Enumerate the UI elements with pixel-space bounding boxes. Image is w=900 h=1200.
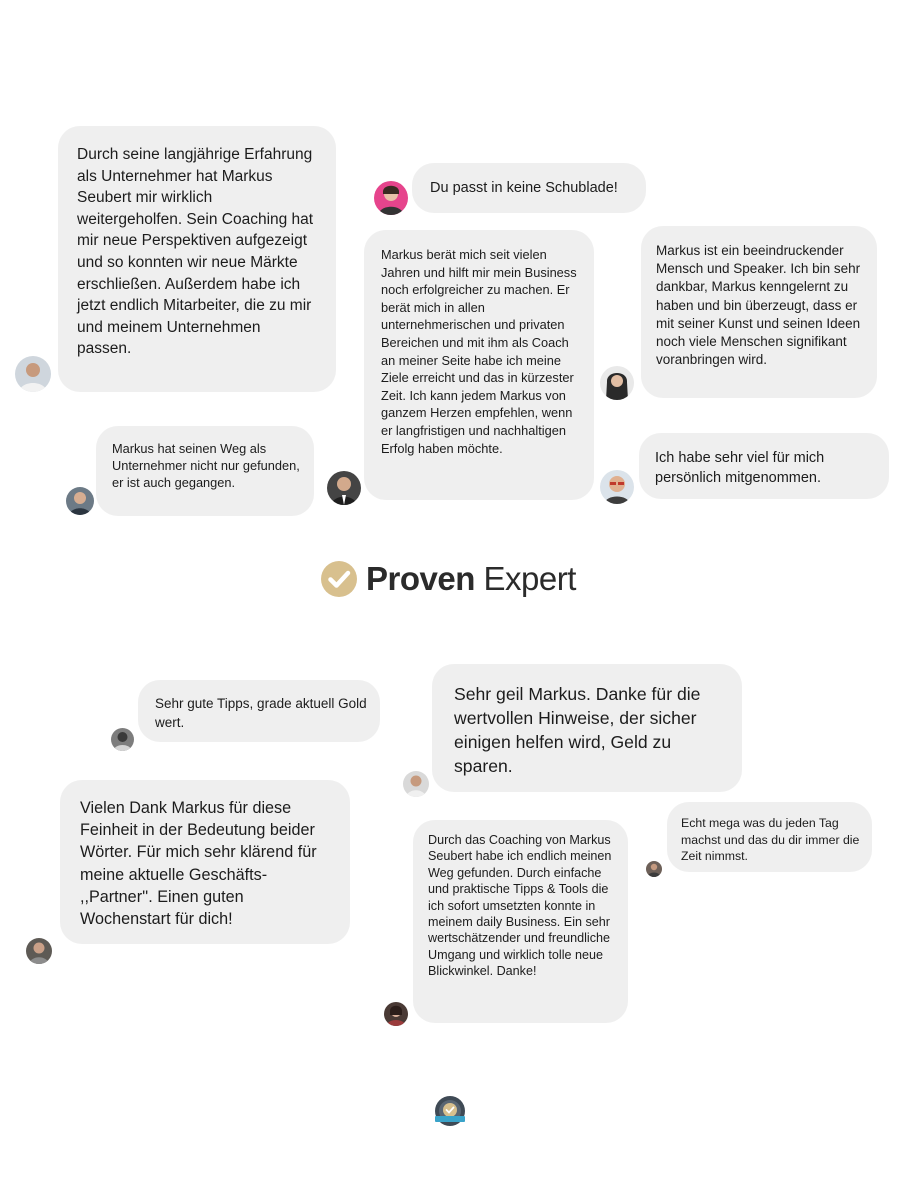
reviewer-avatar-2 bbox=[374, 181, 408, 215]
reviewer-avatar-10 bbox=[646, 861, 662, 877]
review-text: Echt mega was du jeden Tag machst und das du dir immer die Zeit nimmst. bbox=[681, 816, 860, 863]
review-bubble-2 bbox=[412, 163, 646, 213]
reviewer-avatar-11 bbox=[384, 1002, 408, 1026]
review-text: Durch das Coaching von Markus Seubert habe ich endlich meinen Weg gefunden. Durch einfache und praktische Tipps & Tools die ich sofort umsetzten konnte in meinem daily Business. Ein sehr wertschätzender und freundliche Umgang und wirklich tolle neue Blickwinkel. Danke! bbox=[428, 833, 612, 979]
review-text: Markus ist ein beeindruckender Mensch und Speaker. Ich bin sehr dankbar, Markus kenngelernt zu haben und bin überzeugt, dass er mit seiner Kunst und seinen Ideen noch viele Menschen signifikant voranbringen wird. bbox=[656, 243, 861, 368]
reviewer-avatar-5 bbox=[66, 487, 94, 515]
review-bubble-11 bbox=[413, 820, 628, 1023]
logo-text-bold: Proven bbox=[366, 560, 475, 597]
review-bubble-9 bbox=[60, 780, 350, 944]
review-text: Vielen Dank Markus für diese Feinheit in der Bedeutung beider Wörter. Für mich sehr klärend für meine aktuelle Geschäfts- ,,Partner''. Einen guten Wochenstart für dich! bbox=[80, 799, 317, 929]
review-bubble-10 bbox=[667, 802, 872, 872]
reviewer-avatar-6 bbox=[600, 470, 634, 504]
review-text: Markus hat seinen Weg als Unternehmer nicht nur gefunden, er ist auch gegangen. bbox=[112, 441, 300, 490]
review-text: Sehr gute Tipps, grade aktuell Gold wert. bbox=[155, 696, 367, 730]
check-circle-icon bbox=[320, 560, 358, 598]
review-text: Sehr geil Markus. Danke für die wertvollen Hinweise, der sicher einigen helfen wird, Geld zu sparen. bbox=[454, 684, 701, 776]
reviewer-avatar-7 bbox=[111, 728, 134, 751]
review-bubble-3 bbox=[364, 230, 594, 500]
review-bubble-5 bbox=[96, 426, 314, 516]
review-text: Durch seine langjährige Erfahrung als Unternehmer hat Markus Seubert mir wirklich weitergeholfen. Sein Coaching hat mir neue Perspektiven aufgezeigt und so konnten wir neue Märkte erschließen. Außerdem habe ich jetzt endlich Mitarbeiter, die zu mir und meinem Unternehmen passen. bbox=[77, 146, 314, 358]
proven-expert-logo bbox=[320, 558, 600, 600]
review-bubble-4 bbox=[641, 226, 877, 398]
logo-wordmark bbox=[366, 558, 576, 600]
review-bubble-7 bbox=[138, 680, 380, 742]
review-bubble-6 bbox=[639, 433, 889, 499]
reviewer-avatar-8 bbox=[403, 771, 429, 797]
proven-expert-seal-icon bbox=[432, 1094, 468, 1130]
proven-expert-seal[interactable] bbox=[432, 1094, 468, 1130]
reviewer-avatar-4 bbox=[600, 366, 634, 400]
review-text: Ich habe sehr viel für mich persönlich mitgenommen. bbox=[655, 450, 825, 486]
reviewer-avatar-1 bbox=[15, 356, 51, 392]
review-text: Markus berät mich seit vielen Jahren und hilft mir mein Business noch erfolgreicher zu machen. Er berät mich in allen unternehmerischen und privaten Bereichen und mit ihm als Coach an meiner Seite habe ich meine Ziele erreicht und das in kürzester Zeit. Ich kann jedem Markus von ganzem Herzen empfehlen, wenn er langfristigen und nachhaltigen Erfolg haben möchte. bbox=[381, 247, 577, 456]
logo-text-regular: Expert bbox=[483, 560, 576, 597]
reviewer-avatar-3 bbox=[327, 471, 361, 505]
reviewer-avatar-9 bbox=[26, 938, 52, 964]
review-text: Du passt in keine Schublade! bbox=[430, 180, 618, 196]
review-bubble-8 bbox=[432, 664, 742, 792]
review-bubble-1 bbox=[58, 126, 336, 392]
